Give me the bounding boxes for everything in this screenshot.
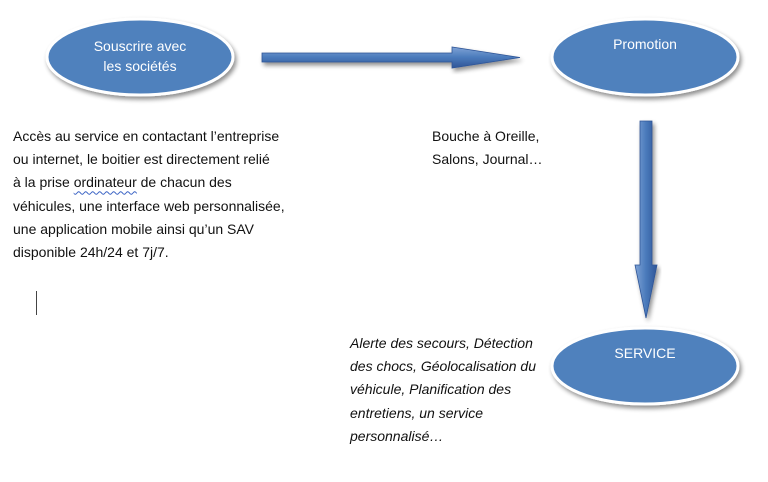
acces-line: véhicules, une interface web personnalisée, xyxy=(13,197,285,214)
text-cursor xyxy=(36,291,37,315)
acces-line: Accès au service en contactant l’entreprise xyxy=(13,128,280,144)
node-service-label: SERVICE xyxy=(614,345,676,361)
service-line: entretiens, un service xyxy=(350,404,484,421)
acces-line: ou internet, le boitier est directement relié xyxy=(13,151,270,168)
acces-line: disponible 24h/24 et 7j/7. xyxy=(13,244,169,261)
acces-line-part: à la prise xyxy=(13,174,74,191)
service-line: Alerte des secours, Détection xyxy=(350,335,533,351)
promotion-line: Bouche à Oreille, xyxy=(432,128,540,144)
promotion-line: Salons, Journal… xyxy=(432,151,543,168)
arrow-promotion-to-service xyxy=(635,121,657,318)
service-line: véhicule, Planification des xyxy=(350,381,512,398)
service-description xyxy=(350,332,536,448)
node-promotion-label: Promotion xyxy=(613,36,677,52)
node-service-ellipse xyxy=(552,328,738,404)
acces-description xyxy=(13,125,285,264)
service-line: personnalisé… xyxy=(350,427,444,444)
node-promotion-ellipse xyxy=(552,19,738,95)
promotion-description xyxy=(432,125,543,171)
service-line: des chocs, Géolocalisation du xyxy=(350,358,536,375)
acces-line: une application mobile ainsi qu’un SAV xyxy=(13,220,255,237)
acces-line-part: de chacun des xyxy=(136,174,232,191)
spellcheck-word: ordinateur xyxy=(73,174,137,191)
arrow-souscrire-to-promotion xyxy=(262,47,520,68)
acces-line xyxy=(13,171,285,194)
node-souscrire-label: Souscrire avec les sociétés xyxy=(93,38,187,74)
